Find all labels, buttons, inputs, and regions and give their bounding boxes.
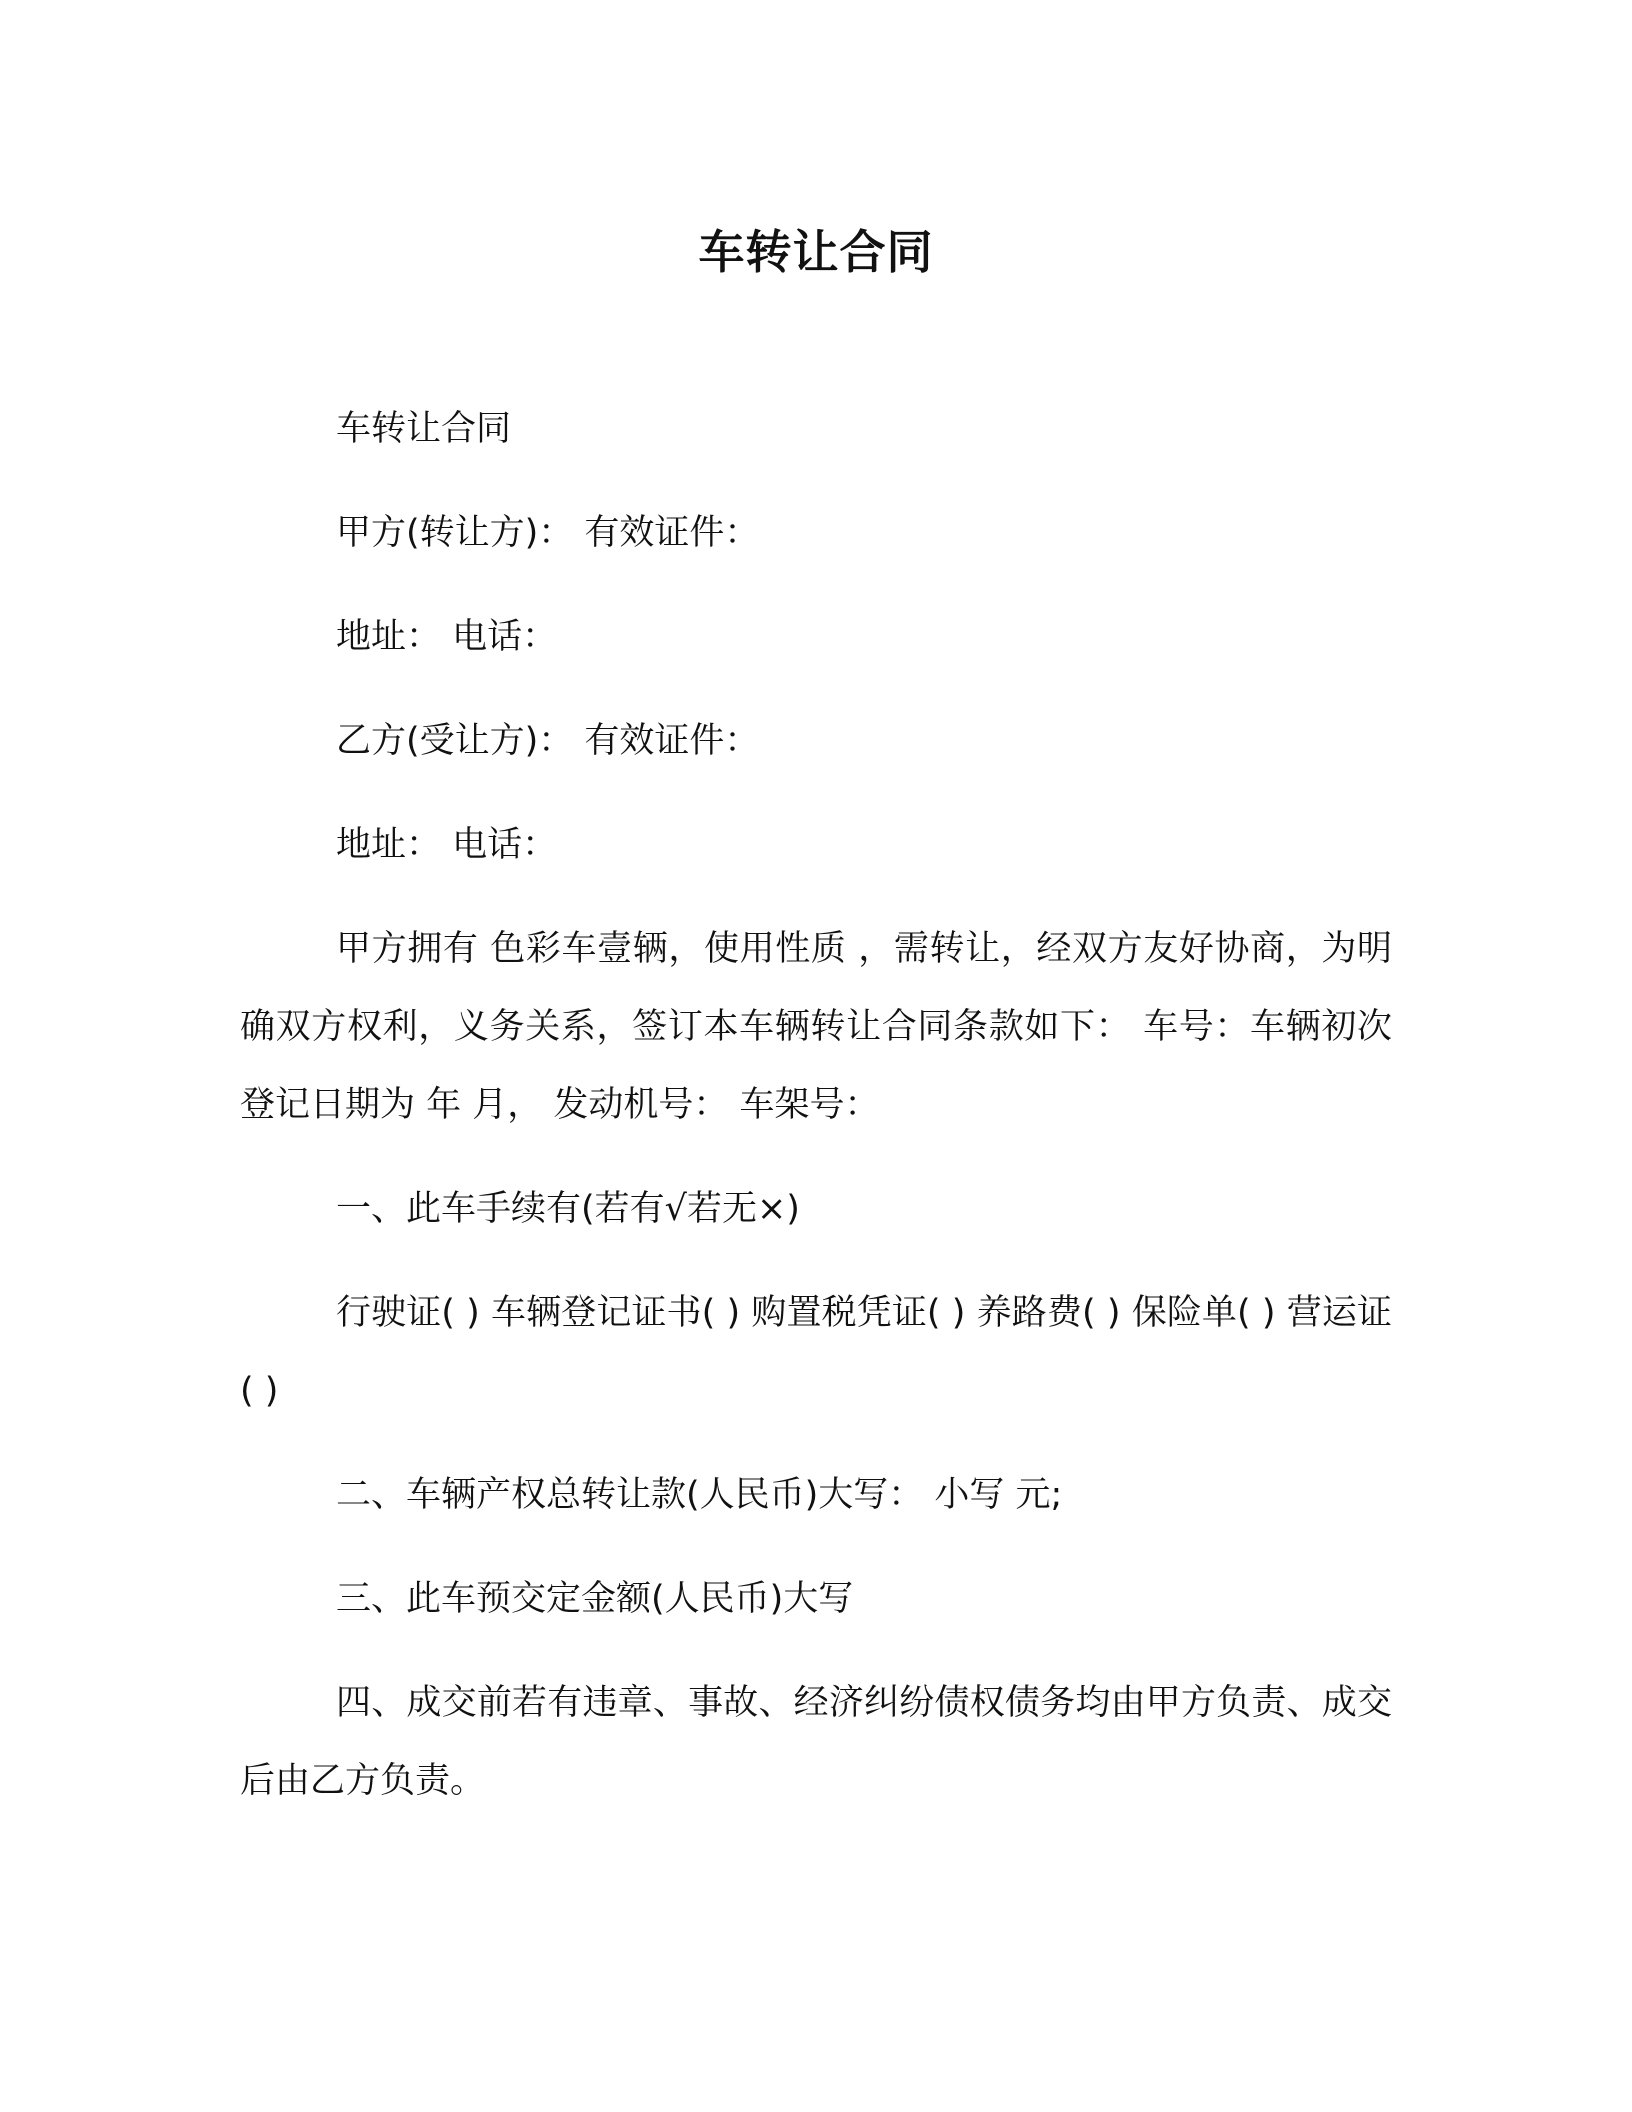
paragraph-clause-1: 一、此车手续有(若有√若无×) bbox=[336, 1189, 800, 1229]
paragraph-heading: 车转让合同 bbox=[336, 409, 512, 449]
paragraph-vehicle-info: 甲方拥有 色彩车壹辆，使用性质 ，需转让，经双方友好协商，为明确双方权利，义务关系，签订本车辆转让合同条款如下： 车号：车辆初次登记日期为 年 月， 发动机号： 车架号： bbox=[240, 929, 1392, 1125]
paragraph-party-a-address: 地址： 电话： bbox=[336, 617, 558, 657]
document-body bbox=[240, 390, 1392, 1846]
paragraph-clause-3: 三、此车预交定金额(人民币)大写 bbox=[336, 1579, 854, 1619]
paragraph-party-b: 乙方(受让方)： 有效证件： bbox=[336, 721, 760, 761]
paragraph-documents-list: 行驶证( ) 车辆登记证书( ) 购置税凭证( ) 养路费( ) 保险单( ) 营运证( ) bbox=[240, 1293, 1392, 1411]
page-title: 车转让合同 bbox=[698, 225, 934, 279]
paragraph-clause-4: 四、成交前若有违章、事故、经济纠纷债权债务均由甲方负责、成交后由乙方负责。 bbox=[240, 1683, 1392, 1801]
paragraph-party-b-address: 地址： 电话： bbox=[336, 825, 558, 865]
paragraph-party-a: 甲方(转让方)： 有效证件： bbox=[336, 513, 760, 553]
paragraph-clause-2: 二、车辆产权总转让款(人民币)大写： 小写 元; bbox=[336, 1475, 1063, 1515]
